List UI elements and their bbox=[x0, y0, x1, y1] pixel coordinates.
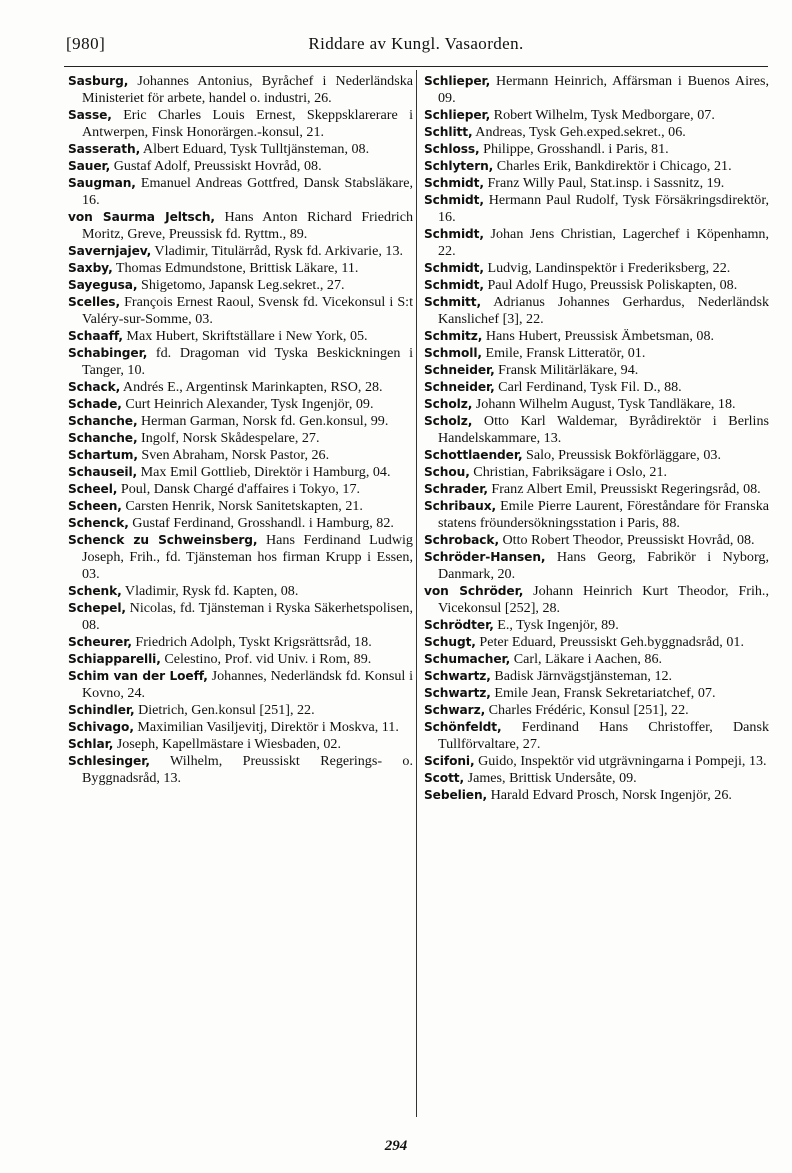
entry-text: Celestino, Prof. vid Univ. i Rom, 89. bbox=[160, 651, 372, 667]
entry-name: Sasserath, bbox=[68, 142, 141, 156]
entry-text: Emile Jean, Fransk Sekretariatchef, 07. bbox=[490, 685, 716, 701]
entry bbox=[68, 379, 413, 396]
entry-name: Schneider, bbox=[424, 380, 495, 394]
entry-text: Ferdinand Hans Christoffer, Dansk Tullförvaltare, 27. bbox=[438, 719, 769, 752]
entry-name: Schanche, bbox=[68, 414, 138, 428]
entry bbox=[424, 379, 769, 396]
entry-name: Schmidt, bbox=[424, 176, 484, 190]
entry bbox=[68, 158, 413, 175]
entry-text: Hans Hubert, Preussisk Ämbetsman, 08. bbox=[482, 328, 715, 344]
entry-name: Schade, bbox=[68, 397, 122, 411]
entry-text: Carsten Henrik, Norsk Sanitetskapten, 21. bbox=[121, 498, 363, 514]
right-column bbox=[424, 73, 769, 804]
entry bbox=[424, 294, 769, 328]
entry bbox=[68, 481, 413, 498]
entry bbox=[424, 617, 769, 634]
entry-text: François Ernest Raoul, Svensk fd. Vicekonsul i S:t Valéry-sur-Somme, 03. bbox=[82, 294, 413, 327]
entry-name: Sasse, bbox=[68, 108, 112, 122]
entry bbox=[424, 651, 769, 668]
entry bbox=[424, 413, 769, 447]
entry-text: Dietrich, Gen.konsul [251], 22. bbox=[134, 702, 315, 718]
entry bbox=[424, 158, 769, 175]
entry bbox=[424, 532, 769, 549]
entry-text: Ingolf, Norsk Skådespelare, 27. bbox=[137, 430, 320, 446]
entry-name: Schrödter, bbox=[424, 618, 494, 632]
entry-text: Christian, Fabriksägare i Oslo, 21. bbox=[469, 464, 668, 480]
entry-text: Andrés E., Argentinsk Marinkapten, RSO, 28. bbox=[120, 379, 383, 395]
entry-name: Schwartz, bbox=[424, 669, 491, 683]
entry bbox=[424, 175, 769, 192]
entry bbox=[68, 719, 413, 736]
entry-text: Franz Albert Emil, Preussiskt Regeringsråd, 08. bbox=[487, 481, 761, 497]
entry bbox=[68, 702, 413, 719]
entry bbox=[424, 549, 769, 583]
entry bbox=[424, 260, 769, 277]
entry bbox=[68, 107, 413, 141]
entry-text: Ludvig, Landinspektör i Frederiksberg, 22. bbox=[483, 260, 731, 276]
entry-name: Schim van der Loeff, bbox=[68, 669, 208, 683]
entry bbox=[424, 345, 769, 362]
entry bbox=[68, 243, 413, 260]
entry bbox=[424, 770, 769, 787]
entry bbox=[68, 600, 413, 634]
entry-text: Sven Abraham, Norsk Pastor, 26. bbox=[137, 447, 330, 463]
entry-name: Schugt, bbox=[424, 635, 476, 649]
entry-name: Schneider, bbox=[424, 363, 495, 377]
entry bbox=[68, 396, 413, 413]
entry-text: E., Tysk Ingenjör, 89. bbox=[493, 617, 619, 633]
entry bbox=[68, 345, 413, 379]
entry bbox=[424, 396, 769, 413]
entry-name: Sasburg, bbox=[68, 74, 129, 88]
entry-name: Schartum, bbox=[68, 448, 138, 462]
entry-text: Gustaf Adolf, Preussiskt Hovråd, 08. bbox=[110, 158, 322, 174]
entry-text: Vladimir, Rysk fd. Kapten, 08. bbox=[121, 583, 299, 599]
entry-name: Schou, bbox=[424, 465, 470, 479]
entry bbox=[424, 107, 769, 124]
page-header bbox=[66, 34, 766, 62]
entry-text: Johannes Antonius, Byråchef i Nederländska Ministeriet för arbete, handel o. industri, 26. bbox=[82, 73, 413, 106]
entry bbox=[68, 294, 413, 328]
entry-text: Carl Ferdinand, Tysk Fil. D., 88. bbox=[494, 379, 682, 395]
entry-text: Fransk Militärläkare, 94. bbox=[494, 362, 639, 378]
entry-name: Schlieper, bbox=[424, 108, 491, 122]
entry-name: Scelles, bbox=[68, 295, 120, 309]
entry bbox=[424, 277, 769, 294]
entry-name: Schlytern, bbox=[424, 159, 494, 173]
entry-text: Johannes, Nederländsk fd. Konsul i Kovno, 24. bbox=[82, 668, 413, 701]
entry-name: Savernjajev, bbox=[68, 244, 152, 258]
entry bbox=[424, 362, 769, 379]
entry-text: Hermann Paul Rudolf, Tysk Försäkringsdirektör, 16. bbox=[438, 192, 769, 225]
entry-text: Carl, Läkare i Aachen, 86. bbox=[510, 651, 663, 667]
entry bbox=[68, 447, 413, 464]
entry bbox=[424, 141, 769, 158]
entry bbox=[424, 787, 769, 804]
entry bbox=[68, 141, 413, 158]
column-divider bbox=[416, 70, 417, 1117]
entry-text: Curt Heinrich Alexander, Tysk Ingenjör, 09. bbox=[121, 396, 374, 412]
entry-text: Johann Heinrich Kurt Theodor, Frih., Vicekonsul [252], 28. bbox=[438, 583, 769, 616]
entry-name: Schlieper, bbox=[424, 74, 491, 88]
entry bbox=[68, 515, 413, 532]
entry-name: von Saurma Jeltsch, bbox=[68, 210, 215, 224]
entry-text: Poul, Dansk Chargé d'affaires i Tokyo, 17. bbox=[117, 481, 361, 497]
entry-text: Emanuel Andreas Gottfred, Dansk Stabsläkare, 16. bbox=[82, 175, 413, 208]
entry-name: Schlesinger, bbox=[68, 754, 150, 768]
entry-text: Max Hubert, Skriftställare i New York, 05. bbox=[122, 328, 368, 344]
entry bbox=[424, 583, 769, 617]
entry-name: Sayegusa, bbox=[68, 278, 138, 292]
entry-text: fd. Dragoman vid Tyska Beskickningen i Tanger, 10. bbox=[82, 345, 413, 378]
entry bbox=[424, 328, 769, 345]
entry bbox=[424, 685, 769, 702]
entry-name: Schiapparelli, bbox=[68, 652, 161, 666]
entry-name: Schmoll, bbox=[424, 346, 482, 360]
entry-text: Peter Eduard, Preussiskt Geh.byggnadsråd, 01. bbox=[475, 634, 744, 650]
entry-text: Herman Garman, Norsk fd. Gen.konsul, 99. bbox=[137, 413, 389, 429]
entry bbox=[424, 226, 769, 260]
entry-text: James, Brittisk Undersåte, 09. bbox=[464, 770, 637, 786]
entry bbox=[424, 481, 769, 498]
entry bbox=[68, 532, 413, 583]
entry-text: Max Emil Gottlieb, Direktör i Hamburg, 04. bbox=[137, 464, 391, 480]
entry bbox=[68, 736, 413, 753]
entry-text: Andreas, Tysk Geh.exped.sekret., 06. bbox=[472, 124, 686, 140]
entry-name: Schack, bbox=[68, 380, 121, 394]
entry bbox=[68, 209, 413, 243]
entry-text: Otto Karl Waldemar, Byrådirektör i Berlins Handelskammare, 13. bbox=[438, 413, 769, 446]
entry-text: Hans Anton Richard Friedrich Moritz, Greve, Preussisk fd. Ryttm., 89. bbox=[82, 209, 413, 242]
entry-name: Schumacher, bbox=[424, 652, 511, 666]
footer-folio: 294 bbox=[384, 1138, 408, 1154]
entry-name: Schröder-Hansen, bbox=[424, 550, 546, 564]
entry-name: Schabinger, bbox=[68, 346, 148, 360]
entry-name: Schwartz, bbox=[424, 686, 491, 700]
entry bbox=[68, 430, 413, 447]
entry bbox=[424, 73, 769, 107]
entry-name: Schenk, bbox=[68, 584, 122, 598]
entry-text: Wilhelm, Preussiskt Regerings- o. Byggnadsråd, 13. bbox=[82, 753, 413, 786]
entry-text: Johan Jens Christian, Lagerchef i Köpenhamn, 22. bbox=[438, 226, 769, 259]
entry bbox=[68, 651, 413, 668]
entry-name: Schmidt, bbox=[424, 261, 484, 275]
entry bbox=[68, 175, 413, 209]
entry bbox=[68, 260, 413, 277]
entry bbox=[68, 73, 413, 107]
entry-text: Badisk Järnvägstjänsteman, 12. bbox=[490, 668, 673, 684]
entry-name: Scheen, bbox=[68, 499, 122, 513]
entry-text: Maximilian Vasiljevitj, Direktör i Moskva, 11. bbox=[133, 719, 399, 735]
entry bbox=[424, 447, 769, 464]
entry-name: Schroback, bbox=[424, 533, 499, 547]
entry bbox=[424, 702, 769, 719]
entry-name: Schenck, bbox=[68, 516, 129, 530]
entry-name: Schmitt, bbox=[424, 295, 482, 309]
entry bbox=[68, 668, 413, 702]
entry bbox=[68, 464, 413, 481]
entry-name: Schenck zu Schweinsberg, bbox=[68, 533, 258, 547]
entry bbox=[68, 498, 413, 515]
entry-text: Thomas Edmundstone, Brittisk Läkare, 11. bbox=[112, 260, 359, 276]
entry bbox=[68, 328, 413, 345]
entry-name: Schrader, bbox=[424, 482, 488, 496]
entry-name: Scholz, bbox=[424, 397, 473, 411]
page-number: [980] bbox=[66, 34, 106, 53]
entry-text: Charles Frédéric, Konsul [251], 22. bbox=[485, 702, 689, 718]
entry-name: Schwarz, bbox=[424, 703, 486, 717]
entry-text: Hans Ferdinand Ludwig Joseph, Frih., fd. Tjänsteman hos firman Krupp i Essen, 03. bbox=[82, 532, 413, 582]
entry bbox=[424, 634, 769, 651]
entry-name: Saugman, bbox=[68, 176, 136, 190]
entry-name: Schmidt, bbox=[424, 278, 484, 292]
entry-name: Schribaux, bbox=[424, 499, 496, 513]
entry bbox=[424, 753, 769, 770]
entry-name: Sauer, bbox=[68, 159, 111, 173]
entry-text: Nicolas, fd. Tjänsteman i Ryska Säkerhetspolisen, 08. bbox=[82, 600, 413, 633]
entry-name: Schlar, bbox=[68, 737, 114, 751]
entry bbox=[68, 634, 413, 651]
entry bbox=[68, 277, 413, 294]
entry-name: Scheurer, bbox=[68, 635, 132, 649]
entry bbox=[424, 464, 769, 481]
entry-text: Franz Willy Paul, Stat.insp. i Sassnitz, 19. bbox=[483, 175, 725, 191]
entry bbox=[424, 192, 769, 226]
entry-name: Saxby, bbox=[68, 261, 113, 275]
entry-text: Gustaf Ferdinand, Grosshandl. i Hamburg, 82. bbox=[128, 515, 394, 531]
entry-name: Schaaff, bbox=[68, 329, 123, 343]
entry-name: Scholz, bbox=[424, 414, 473, 428]
entry-text: Emile Pierre Laurent, Föreståndare för Franska statens fröundersökningsstation i Paris, 88. bbox=[438, 498, 769, 531]
entry-name: Schivago, bbox=[68, 720, 134, 734]
entry-name: Schlitt, bbox=[424, 125, 473, 139]
entry-text: Adrianus Johannes Gerhardus, Nederländsk Kanslichef [3], 22. bbox=[438, 294, 769, 327]
entry-name: Sebelien, bbox=[424, 788, 488, 802]
entry-text: Joseph, Kapellmästare i Wiesbaden, 02. bbox=[113, 736, 341, 752]
entry-text: Hermann Heinrich, Affärsman i Buenos Aires, 09. bbox=[438, 73, 769, 106]
entry-text: Paul Adolf Hugo, Preussisk Poliskapten, 08. bbox=[483, 277, 738, 293]
entry-text: Otto Robert Theodor, Preussiskt Hovråd, 08. bbox=[498, 532, 755, 548]
entry-name: Schmidt, bbox=[424, 193, 484, 207]
entry-text: Philippe, Grosshandl. i Paris, 81. bbox=[479, 141, 669, 157]
left-column bbox=[68, 73, 413, 787]
entry-text: Guido, Inspektör vid utgrävningarna i Pompeji, 13. bbox=[474, 753, 767, 769]
entry-name: Scheel, bbox=[68, 482, 118, 496]
entry-name: Schmidt, bbox=[424, 227, 484, 241]
entry-name: Schloss, bbox=[424, 142, 480, 156]
entry-name: Schottlaender, bbox=[424, 448, 523, 462]
entry bbox=[68, 753, 413, 787]
entry-name: Scott, bbox=[424, 771, 465, 785]
entry-name: Schauseil, bbox=[68, 465, 138, 479]
entry-text: Shigetomo, Japansk Leg.sekret., 27. bbox=[137, 277, 345, 293]
entry-name: Schindler, bbox=[68, 703, 135, 717]
entry-text: Vladimir, Titulärråd, Rysk fd. Arkivarie, 13. bbox=[151, 243, 404, 259]
entry-text: Charles Erik, Bankdirektör i Chicago, 21. bbox=[493, 158, 732, 174]
entry-text: Johann Wilhelm August, Tysk Tandläkare, 18. bbox=[472, 396, 736, 412]
entry-name: von Schröder, bbox=[424, 584, 524, 598]
entry-name: Schepel, bbox=[68, 601, 126, 615]
entry-text: Emile, Fransk Litteratör, 01. bbox=[481, 345, 646, 361]
entry-text: Salo, Preussisk Bokförläggare, 03. bbox=[522, 447, 721, 463]
entry-text: Hans Georg, Fabrikör i Nyborg, Danmark, 20. bbox=[438, 549, 769, 582]
entry bbox=[424, 719, 769, 753]
entry-text: Friedrich Adolph, Tyskt Krigsrättsråd, 18. bbox=[131, 634, 372, 650]
entry-text: Eric Charles Louis Ernest, Skeppsklarerare i Antwerpen, Finsk Honorärgen.-konsul, 21. bbox=[82, 107, 413, 140]
entry bbox=[68, 413, 413, 430]
entry-text: Robert Wilhelm, Tysk Medborgare, 07. bbox=[490, 107, 715, 123]
entry-name: Scifoni, bbox=[424, 754, 475, 768]
entry bbox=[68, 583, 413, 600]
entry bbox=[424, 498, 769, 532]
entry-name: Schanche, bbox=[68, 431, 138, 445]
entry-name: Schönfeldt, bbox=[424, 720, 502, 734]
running-title: Riddare av Kungl. Vasaorden. bbox=[308, 34, 524, 53]
entry bbox=[424, 124, 769, 141]
entry bbox=[424, 668, 769, 685]
header-rule bbox=[64, 66, 768, 67]
entry-text: Albert Eduard, Tysk Tulltjänsteman, 08. bbox=[140, 141, 370, 157]
entry-name: Schmitz, bbox=[424, 329, 483, 343]
entry-text: Harald Edvard Prosch, Norsk Ingenjör, 26. bbox=[487, 787, 732, 803]
